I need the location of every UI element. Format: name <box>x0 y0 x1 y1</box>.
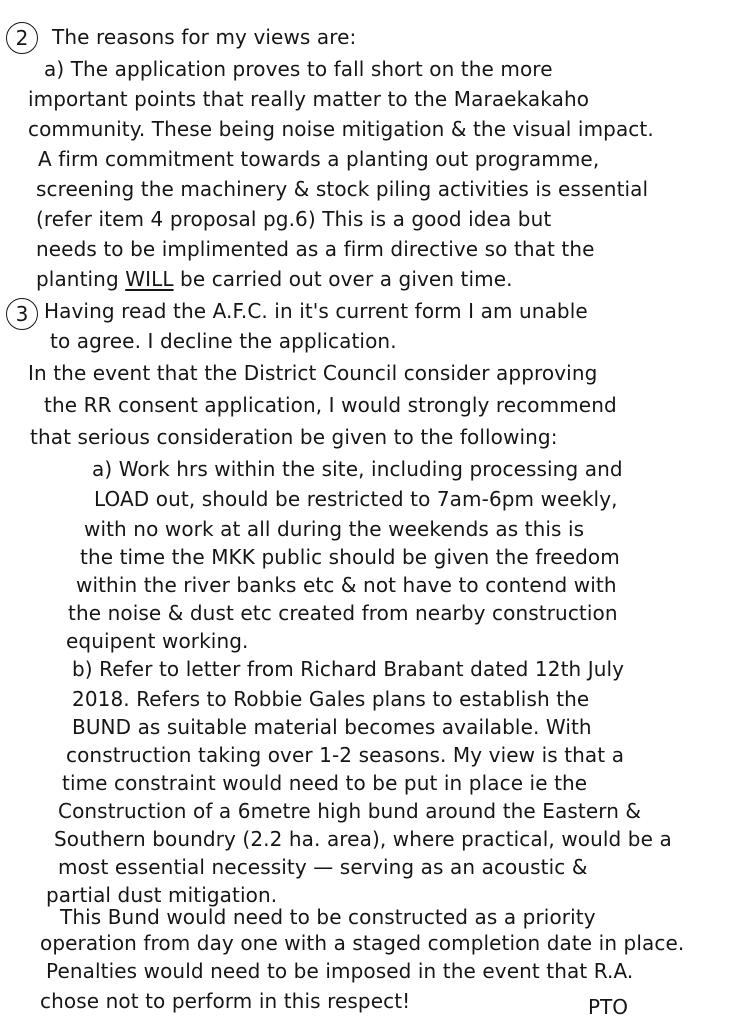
item-a-line-1: a) Work hrs within the site, including processing and <box>92 457 623 481</box>
item-b-line-6: Construction of a 6metre high bund around the Eastern & <box>58 799 642 823</box>
item-b-line-3: BUND as suitable material becomes available. With <box>72 715 592 739</box>
item-b-line-7: Southern boundry (2.2 ha. area), where practical, would be a <box>54 827 672 851</box>
item-b-line-10: This Bund would need to be constructed as a priority <box>60 905 596 929</box>
para-a-line-1: a) The application proves to fall short on the more <box>44 57 553 81</box>
item-a-line-4: the time the MKK public should be given the freedom <box>80 545 620 569</box>
para-a-line-8 <box>36 266 513 292</box>
section-number-2: 2 <box>6 22 38 54</box>
section-3-line-1: Having read the A.F.C. in it's current form I am unable <box>44 299 588 323</box>
para-a-line-3: community. These being noise mitigation & the visual impact. <box>28 117 654 141</box>
item-a-line-3: with no work at all during the weekends as this is <box>84 517 585 541</box>
section-3-line-3: In the event that the District Council consider approving <box>28 361 598 385</box>
section-3-line-4: the RR consent application, I would strongly recommend <box>44 393 617 417</box>
item-a-line-2: LOAD out, should be restricted to 7am-6pm weekly, <box>94 487 618 511</box>
item-b-line-1: b) Refer to letter from Richard Brabant dated 12th July <box>72 657 625 681</box>
section-3-line-5: that serious consideration be given to the following: <box>30 425 558 449</box>
item-b-line-5: time constraint would need to be put in place ie the <box>62 771 588 795</box>
section-number-3: 3 <box>6 298 38 330</box>
para-a-line-4: A firm commitment towards a planting out programme, <box>38 147 600 171</box>
item-b-line-2: 2018. Refers to Robbie Gales plans to establish the <box>72 687 590 711</box>
item-b-line-8: most essential necessity — serving as an acoustic & <box>58 855 588 879</box>
para-a-line-5: screening the machinery & stock piling activities is essential <box>36 177 649 201</box>
item-a-line-6: the noise & dust etc created from nearby construction <box>68 601 618 625</box>
item-b-line-9: partial dust mitigation. <box>46 883 278 907</box>
item-a-line-5: within the river banks etc & not have to contend with <box>76 573 617 597</box>
please-turn-over: PTO <box>588 995 629 1019</box>
para-a-line-2: important points that really matter to the Maraekakaho <box>28 87 590 111</box>
para-a-line-7: needs to be implimented as a firm directive so that the <box>36 237 595 261</box>
item-b-line-4: construction taking over 1-2 seasons. My view is that a <box>66 743 625 767</box>
para-a-line-6: (refer item 4 proposal pg.6) This is a good idea but <box>36 207 552 231</box>
item-b-line-11: operation from day one with a staged completion date in place. <box>40 931 685 955</box>
para-a-line-8-end: be carried out over a given time. <box>173 267 513 291</box>
item-b-line-13: chose not to perform in this respect! <box>40 989 411 1013</box>
section-2-heading: The reasons for my views are: <box>52 25 357 49</box>
item-b-line-12: Penalties would need to be imposed in the event that R.A. <box>46 959 634 983</box>
section-3-line-2: to agree. I decline the application. <box>50 329 397 353</box>
para-a-line-8-start: planting <box>36 267 126 291</box>
item-a-line-7: equipent working. <box>66 629 249 653</box>
emphasis-will: WILL <box>125 267 174 291</box>
